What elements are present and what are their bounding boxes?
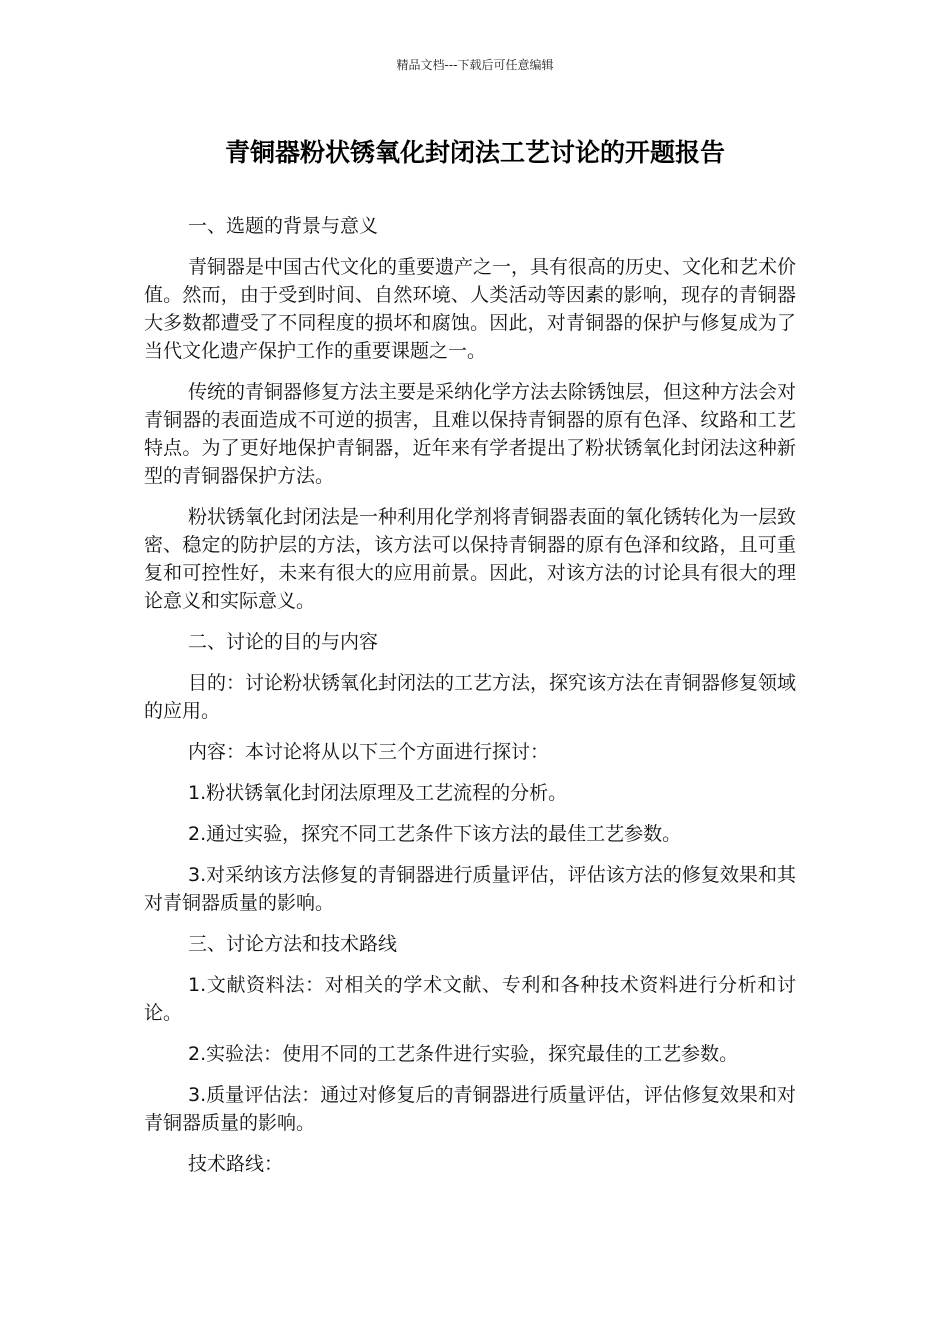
paragraph-background-2: 传统的青铜器修复方法主要是采纳化学方法去除锈蚀层，但这种方法会对青铜器的表面造成不可逆的损害，且难以保持青铜器的原有色泽、纹路和工艺特点。为了更好地保护青铜器，近年来有学者提出了粉状锈氧化封闭法这种新型的青铜器保护方法。 (144, 381, 797, 487)
list-item-content-1: 1.粉状锈氧化封闭法原理及工艺流程的分析。 (188, 782, 568, 804)
paragraph-background-1: 青铜器是中国古代文化的重要遗产之一，具有很高的历史、文化和艺术价值。然而，由于受到时间、自然环境、人类活动等因素的影响，现存的青铜器大多数都遭受了不同程度的损坏和腐蚀。因此，对青铜器的保护与修复成为了当代文化遗产保护工作的重要课题之一。 (144, 256, 797, 362)
list-item-method-2: 2.实验法：使用不同的工艺条件进行实验，探究最佳的工艺参数。 (188, 1043, 739, 1065)
list-item-content-2: 2.通过实验，探究不同工艺条件下该方法的最佳工艺参数。 (188, 823, 682, 845)
section-heading-methods: 三、讨论方法和技术路线 (188, 933, 398, 955)
document-title: 青铜器粉状锈氧化封闭法工艺讨论的开题报告 (224, 138, 725, 167)
list-item-method-1: 1.文献资料法：对相关的学术文献、专利和各种技术资料进行分析和讨论。 (144, 974, 796, 1024)
paragraph-purpose: 目的：讨论粉状锈氧化封闭法的工艺方法，探究该方法在青铜器修复领域的应用。 (144, 672, 797, 722)
section-heading-background: 一、选题的背景与意义 (188, 215, 379, 237)
paragraph-background-3: 粉状锈氧化封闭法是一种利用化学剂将青铜器表面的氧化锈转化为一层致密、稳定的防护层的方法，该方法可以保持青铜器的原有色泽和纹路，且可重复和可控性好，未来有很大的应用前景。因此，对该方法的讨论具有很大的理论意义和实际意义。 (144, 506, 797, 612)
paragraph-tech-route: 技术路线： (188, 1153, 284, 1175)
list-item-method-3: 3.质量评估法：通过对修复后的青铜器进行质量评估，评估修复效果和对青铜器质量的影响。 (144, 1084, 796, 1134)
paragraph-content-intro: 内容：本讨论将从以下三个方面进行探讨： (188, 741, 550, 763)
header-note: 精品文档---下载后可任意编辑 (396, 58, 554, 72)
section-heading-purpose: 二、讨论的目的与内容 (188, 631, 379, 653)
document-body (144, 212, 796, 1191)
list-item-content-3: 3.对采纳该方法修复的青铜器进行质量评估，评估该方法的修复效果和其对青铜器质量的影响。 (144, 864, 796, 914)
